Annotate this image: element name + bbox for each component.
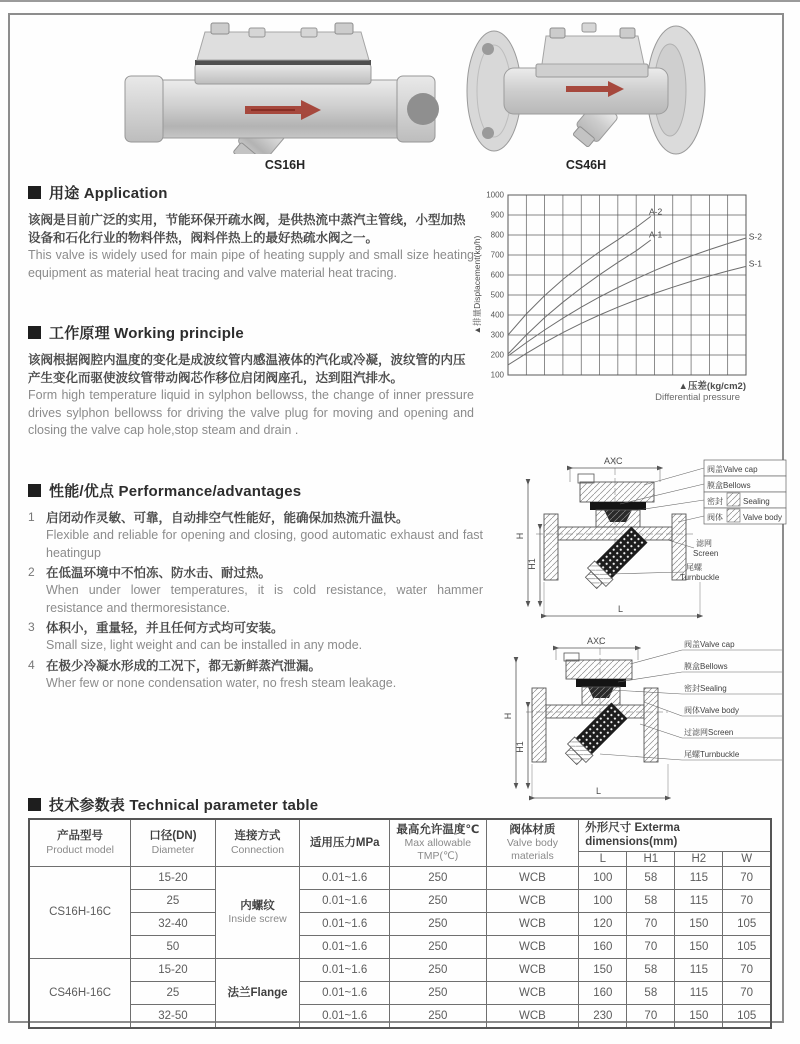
header-dim-l: L	[579, 851, 627, 866]
item-text-zh: 在低温环境中不怕冻、防水击、耐过热。	[46, 566, 272, 581]
product-photo-cs46h	[458, 16, 714, 172]
chart-y-axis-label: ▲排量Displacement(kg/h)	[472, 235, 482, 335]
diameter-cell: 15-20	[131, 866, 216, 889]
material-cell: WCB	[486, 1004, 579, 1028]
dim-w-cell: 105	[723, 935, 771, 958]
item-number: 3	[28, 620, 35, 635]
working-principle-text-en: Form high temperature liquid in sylphon bellowss, the change of inner pressure drives sylphon bellowss for driving the valve plug for moving and opening and closing the valve cap hole,stop steam and drain .	[28, 388, 474, 438]
diameter-cell: 32-40	[131, 912, 216, 935]
dim-h-label: H	[515, 532, 525, 540]
connection-cell-cs46h: 法兰Flange	[215, 958, 300, 1028]
callout-valve-cap: 阀盖Valve cap	[684, 640, 735, 649]
callout-sealing-zh: 密封	[707, 497, 723, 506]
sealing-hatch-swatch	[727, 493, 740, 506]
connection-cell-cs16h: 内螺纹 Inside screw	[215, 866, 300, 958]
dim-w-cell: 70	[723, 866, 771, 889]
svg-text:A-2: A-2	[648, 206, 663, 217]
callout-bellows: 膜盒Bellows	[707, 481, 751, 490]
section-square-marker	[28, 186, 41, 199]
svg-text:400: 400	[490, 310, 504, 320]
product-photo-cs16h	[105, 20, 465, 172]
svg-text:A-1: A-1	[648, 229, 663, 240]
cs16h-section-diagram	[492, 452, 788, 632]
callout-valve-body: 阀体Valve body	[684, 706, 739, 715]
cs46h-diagram-svg	[492, 632, 788, 812]
screen-label-en: Screen	[693, 549, 719, 558]
svg-text:100: 100	[490, 370, 504, 380]
dim-h-label: H	[503, 712, 513, 720]
callout-valve-body-zh: 阀体	[707, 513, 723, 522]
svg-text:S-2: S-2	[748, 231, 762, 242]
cs16h-valve-image	[105, 20, 465, 154]
turnbuckle-label-zh: 尾螺	[686, 563, 702, 572]
diameter-cell: 25	[131, 981, 216, 1004]
material-cell: WCB	[486, 935, 579, 958]
svg-text:1000: 1000	[486, 190, 504, 200]
item-text-zh: 体积小，重量轻，并且任何方式均可安装。	[46, 621, 284, 636]
cs16h-diagram-svg	[492, 452, 788, 632]
svg-text:900: 900	[490, 210, 504, 220]
svg-text:S-1: S-1	[748, 258, 762, 269]
material-cell: WCB	[486, 981, 579, 1004]
chart-x-axis-label-zh: ▲压差(kg/cm2)	[678, 381, 746, 392]
table-row	[29, 981, 771, 1004]
callout-bellows: 膜盒Bellows	[684, 662, 728, 671]
dim-w-cell: 70	[723, 889, 771, 912]
callout-valve-body-en: Valve body	[743, 513, 782, 522]
callout-screen: 过滤网Screen	[684, 728, 734, 737]
product-caption-cs46h: CS46H	[565, 158, 607, 172]
callout-valve-cap: 阀盖Valve cap	[707, 465, 758, 474]
temp-cell: 250	[390, 1004, 486, 1028]
item-number: 4	[28, 657, 35, 672]
temp-cell: 250	[390, 958, 486, 981]
application-text-en: This valve is widely used for main pipe of heating supply and small size heating equipment as material heat tracing and valve material heat tracing.	[28, 248, 474, 280]
dim-h1-cell: 58	[627, 981, 675, 1004]
pressure-cell: 0.01~1.6	[300, 889, 390, 912]
dim-h1-label: H1	[515, 741, 525, 753]
dim-h2-cell: 115	[675, 958, 723, 981]
header-dim-w: W	[723, 851, 771, 866]
header-temperature: 最高允许温度℃ Max allowable TMP(℃)	[390, 819, 486, 866]
dim-l-cell: 230	[579, 1004, 627, 1028]
parameter-table-title: 技术参数表 Technical parameter table	[49, 797, 319, 814]
dim-h1-cell: 70	[627, 912, 675, 935]
chart-x-axis-label-en: Differential pressure	[655, 392, 740, 402]
model-cell-cs46h: CS46H-16C	[29, 958, 131, 1028]
header-material: 阀体材质 Valve body materials	[486, 819, 579, 866]
table-row	[29, 958, 771, 981]
section-performance	[28, 480, 483, 695]
table-row	[29, 866, 771, 889]
application-title: 用途 Application	[49, 185, 168, 202]
pressure-cell: 0.01~1.6	[300, 958, 390, 981]
screen-label-zh: 滤网	[696, 539, 712, 548]
svg-text:700: 700	[490, 250, 504, 260]
svg-text:600: 600	[490, 270, 504, 280]
displacement-chart	[468, 186, 786, 402]
table-row	[29, 935, 771, 958]
diameter-cell: 15-20	[131, 958, 216, 981]
working-principle-title: 工作原理 Working principle	[49, 325, 244, 342]
performance-title: 性能/优点 Performance/advantages	[49, 483, 302, 500]
dim-h1-cell: 58	[627, 889, 675, 912]
dim-h2-cell: 150	[675, 912, 723, 935]
table-row	[29, 1004, 771, 1028]
section-square-marker	[28, 798, 41, 811]
header-dim-h2: H2	[675, 851, 723, 866]
dim-w-cell: 105	[723, 1004, 771, 1028]
dim-w-cell: 70	[723, 981, 771, 1004]
pressure-cell: 0.01~1.6	[300, 1004, 390, 1028]
product-caption-cs16h: CS16H	[264, 158, 306, 172]
dim-h1-cell: 58	[627, 958, 675, 981]
dim-h1-cell: 58	[627, 866, 675, 889]
temp-cell: 250	[390, 912, 486, 935]
header-connection: 连接方式 Connection	[215, 819, 300, 866]
dim-l-cell: 100	[579, 866, 627, 889]
dim-l-label: L	[596, 786, 602, 796]
temp-cell: 250	[390, 981, 486, 1004]
dim-h2-cell: 115	[675, 866, 723, 889]
pressure-cell: 0.01~1.6	[300, 981, 390, 1004]
section-square-marker	[28, 326, 41, 339]
dim-w-cell: 105	[723, 912, 771, 935]
working-principle-text-zh: 该阀根据阀腔内温度的变化是成波纹管内感温液体的汽化或冷凝，波纹管的内压产生变化而驱使波纹管带动阀芯作移位启闭阀座孔，达到阻汽排水。	[28, 353, 466, 386]
diameter-cell: 25	[131, 889, 216, 912]
svg-text:500: 500	[490, 290, 504, 300]
svg-text:300: 300	[490, 330, 504, 340]
header-dim-h1: H1	[627, 851, 675, 866]
model-cell-cs16h: CS16H-16C	[29, 866, 131, 958]
item-number: 2	[28, 565, 35, 580]
dim-l-label: L	[618, 604, 624, 614]
application-text-zh: 该阀是目前广泛的实用，节能环保开疏水阀，是供热流中蒸汽主管线，小型加热设备和石化行业的物料伴热，阀料伴热上的最好热疏水阀之一。	[28, 213, 466, 246]
dim-l-cell: 100	[579, 889, 627, 912]
svg-text:800: 800	[490, 230, 504, 240]
header-diameter: 口径(DN) Diameter	[131, 819, 216, 866]
dim-w-cell: 70	[723, 958, 771, 981]
section-square-marker	[28, 484, 41, 497]
displacement-chart-svg	[468, 186, 786, 402]
material-cell: WCB	[486, 889, 579, 912]
diameter-cell: 32-50	[131, 1004, 216, 1028]
pressure-cell: 0.01~1.6	[300, 912, 390, 935]
section-application	[28, 182, 474, 282]
header-dimensions: 外形尺寸 Exterma dimensions(mm)	[579, 819, 771, 851]
dim-h2-cell: 150	[675, 1004, 723, 1028]
cs46h-valve-image	[458, 16, 714, 156]
performance-item-3	[28, 619, 483, 655]
callout-turnbuckle: 尾螺Turnbuckle	[684, 750, 740, 759]
dim-h2-cell: 115	[675, 889, 723, 912]
item-text-zh: 启闭动作灵敏、可靠，自动排空气性能好，能确保加热流升温快。	[46, 511, 409, 525]
material-cell: WCB	[486, 866, 579, 889]
technical-parameter-table	[28, 818, 772, 1029]
dim-h1-cell: 70	[627, 935, 675, 958]
item-text-en: Small size, light weight and can be installed in any mode.	[46, 638, 363, 653]
table-row	[29, 889, 771, 912]
dim-h1-cell: 70	[627, 1004, 675, 1028]
callout-sealing-en: Sealing	[743, 497, 770, 506]
header-row-1	[29, 819, 771, 851]
temp-cell: 250	[390, 866, 486, 889]
cs46h-section-diagram	[492, 632, 788, 812]
dim-h2-cell: 115	[675, 981, 723, 1004]
material-cell: WCB	[486, 958, 579, 981]
header-pressure: 适用压力MPa	[300, 819, 390, 866]
item-text-en: Wher few or none condensation water, no fresh steam leakage.	[46, 676, 397, 690]
item-text-en: Flexible and reliable for opening and closing, good automatic exhaust and fast heatingup	[46, 528, 483, 560]
item-number: 1	[28, 510, 35, 524]
dim-l-cell: 120	[579, 912, 627, 935]
item-text-en: When under lower temperatures, it is cold resistance, water hammer resistance and thermoresistance.	[46, 583, 483, 615]
valve-body-hatch-swatch	[727, 509, 740, 522]
material-cell: WCB	[486, 912, 579, 935]
page-top-rule	[0, 0, 800, 2]
callout-sealing: 密封Sealing	[684, 684, 727, 693]
dim-l-cell: 160	[579, 981, 627, 1004]
turnbuckle-label-en: Turnbuckle	[680, 573, 720, 582]
section-working-principle	[28, 322, 474, 440]
dim-axc-label: AXC	[587, 636, 606, 646]
performance-item-1	[28, 509, 483, 562]
dim-l-cell: 150	[579, 958, 627, 981]
pressure-cell: 0.01~1.6	[300, 935, 390, 958]
performance-item-2	[28, 564, 483, 617]
diameter-cell: 50	[131, 935, 216, 958]
svg-text:200: 200	[490, 350, 504, 360]
item-text-zh: 在极少冷凝水形成的工况下，都无新鲜蒸汽泄漏。	[46, 658, 322, 673]
dim-axc-label: AXC	[604, 456, 623, 466]
pressure-cell: 0.01~1.6	[300, 866, 390, 889]
dim-h1-label: H1	[527, 558, 537, 570]
performance-item-4	[28, 657, 483, 693]
dim-h2-cell: 150	[675, 935, 723, 958]
table-row	[29, 912, 771, 935]
temp-cell: 250	[390, 935, 486, 958]
dim-l-cell: 160	[579, 935, 627, 958]
header-model: 产品型号 Product model	[29, 819, 131, 866]
temp-cell: 250	[390, 889, 486, 912]
